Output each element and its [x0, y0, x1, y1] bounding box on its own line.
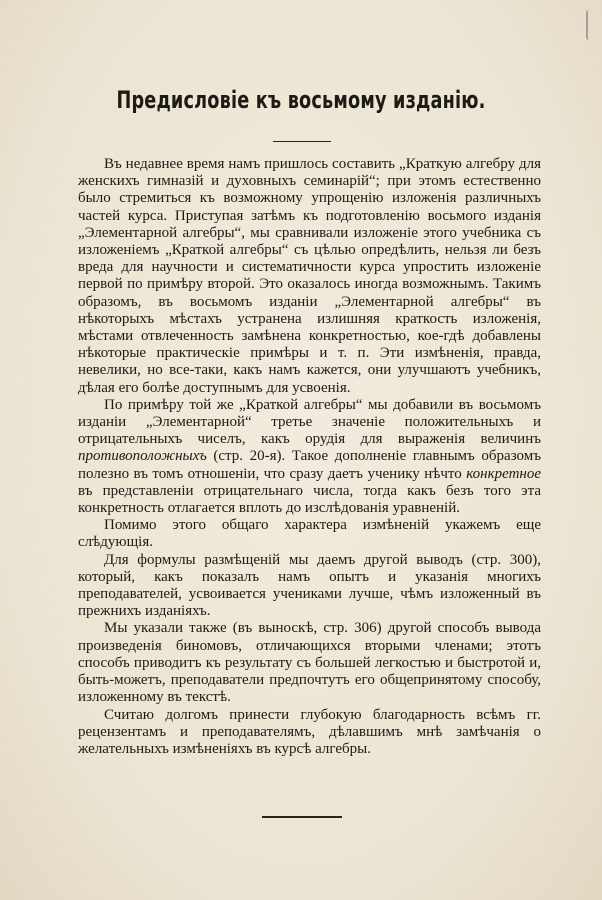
paragraph-text: Помимо этого общаго характера измѣненій укажемъ еще слѣдующія.	[78, 517, 541, 551]
paragraph-4	[78, 552, 541, 621]
paragraph-text: Считаю долгомъ принести глубокую благодарность всѣмъ гг. рецензентамъ и преподавателямъ, дѣлавшимъ мнѣ замѣчанія о желательныхъ измѣненіяхъ въ курсѣ алгебры.	[78, 706, 541, 757]
paragraph-2	[78, 397, 541, 517]
paragraph-6	[78, 707, 541, 759]
paragraph-text: Въ недавнее время намъ пришлось составить „Краткую алгебру для женскихъ гимназій и духовныхъ семинарій“; при этомъ естественно было стремиться къ возможному упрощенію изложенія различныхъ частей курса. Приступая затѣмъ къ подготовленію восьмого изданія „Элементарной алгебры“, мы сравнивали изложеніе этого учебника съ изложеніемъ „Краткой алгебры“ съ цѣлью опредѣлить, нельзя ли безъ вреда для научности и систематичности курса упростить изложеніе первой по примѣру второй. Это оказалось иногда возможнымъ. Такимъ образомъ, въ восьмомъ изданіи „Элементарной алгебры“ въ нѣкоторыхъ мѣстахъ устранена излишняя краткость изложенія, мѣстами отвлеченность замѣнена конкретностью, кое-гдѣ добавлены нѣкоторые практическіе примѣры и т. п. Эти измѣненія, правда, невелики, но все-таки, какъ намъ кажется, они улучшаютъ учебникъ, дѣлая его болѣе доступнымъ для усвоенія.	[78, 156, 541, 396]
emphasis-text: противоположныхъ	[78, 448, 207, 465]
paragraph-3	[78, 517, 541, 551]
preface-text	[78, 156, 541, 758]
paragraph-text: По примѣру той же „Краткой алгебры“ мы добавили въ восьмомъ изданіи „Элементарной“ третье значеніе положительныхъ и отрицательныхъ чиселъ, какъ орудія для выраженія величинъ	[78, 396, 541, 448]
paragraph-text: Для формулы размѣщеній мы даемъ другой выводъ (стр. 300), который, какъ показалъ намъ опытъ и указанія многихъ преподавателей, усвоивается учениками лучше, чѣмъ изложенный въ прежнихъ изданіяхъ.	[78, 551, 541, 620]
page-edge-mark	[586, 10, 594, 40]
title-rule	[273, 141, 331, 142]
paragraph-text: Мы указали также (въ выноскѣ, стр. 306) другой способъ вывода произведенія биномовъ, отличающихся вторыми членами; этотъ способъ приводитъ къ результату съ большей легкостью и быстротой и, быть-можетъ, преподаватели предпочтутъ его общепринятому способу, изложенному въ текстѣ.	[78, 620, 541, 706]
paragraph-1	[78, 156, 541, 397]
paragraph-text: (стр. 20-я). Такое дополненіе главнымъ образомъ полезно въ томъ отношеніи, что сразу даетъ ученику нѣчто	[78, 448, 541, 482]
emphasis-text: конкретное	[466, 465, 541, 482]
paragraph-text: въ представленіи отрицательнаго числа, тогда какъ безъ того эта конкретность отлагается вплоть до изслѣдованія уравненій.	[78, 482, 541, 517]
page-title: Предисловіе къ восьмому изданію.	[116, 86, 486, 114]
paragraph-5	[78, 620, 541, 706]
closing-rule	[262, 816, 342, 818]
